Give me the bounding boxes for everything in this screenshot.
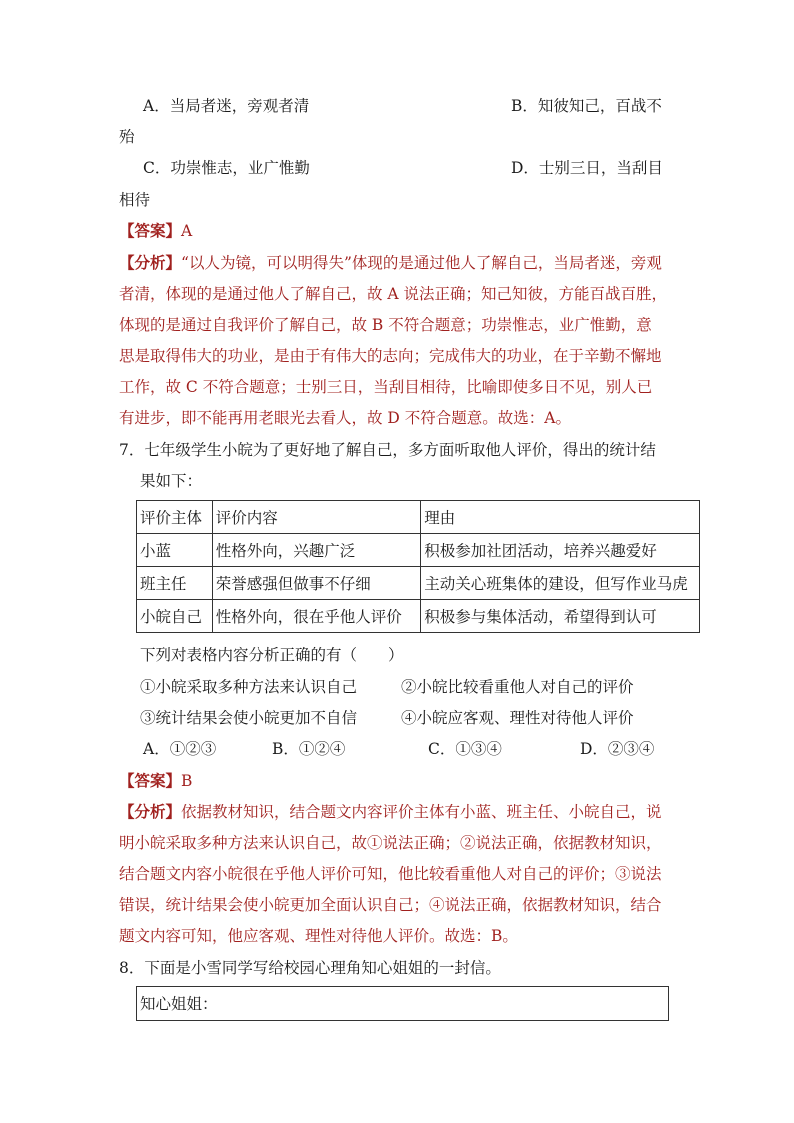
q6-analysis-text-1: “以人为镜，可以明得失”体现的是通过他人了解自己，当局者迷，旁观 [181,254,662,272]
q6-option-b-continuation: 殆 [119,128,135,146]
q6-answer-value: A [181,222,193,240]
q7-answer-line [119,771,192,791]
table-cell: 小皖自己 [137,600,213,633]
q6-analysis-line-2: 者清，体现的是通过他人了解自己，故 A 说法正确；知己知彼，方能百战百胜， [119,285,668,303]
q7-statement-1: ①小皖采取多种方法来认识自己 [140,678,358,696]
q8-stem: 8．下面是小雪同学写给校园心理角知心姐姐的一封信。 [119,959,501,977]
q7-answer-tag: 【答案】 [119,771,182,790]
q7-statement-2: ②小皖比较看重他人对自己的评价 [401,678,634,696]
q6-analysis-tag: 【分析】 [119,253,182,272]
q7-analysis-tag: 【分析】 [119,802,182,821]
q7-question: 下列对表格内容分析正确的有（ ） [140,646,404,664]
q7-statement-3: ③统计结果会使小皖更加不自信 [140,709,358,727]
q6-option-a: A．当局者迷，旁观者清 [143,97,310,115]
q6-option-d: D．士别三日，当刮目 [511,159,663,177]
q7-option-c: C．①③④ [428,740,502,758]
letter-box [136,986,669,1021]
q7-analysis-line-2: 明小皖采取多种方法来认识自己，故①说法正确；②说法正确，依据教材知识， [119,834,662,852]
q6-option-c: C．功崇惟志，业广惟勤 [143,159,310,177]
q7-answer-value: B [181,772,193,790]
q7-stem-line-1: 7．七年级学生小皖为了更好地了解自己，多方面听取他人评价，得出的统计结 [119,441,656,459]
q6-analysis-line-5: 工作，故 C 不符合题意；士别三日，当刮目相待，比喻即使多日不见，别人已 [119,378,653,396]
table-cell: 主动关心班集体的建设，但写作业马虎 [421,567,700,600]
q7-option-b: B．①②④ [272,740,346,758]
q7-statement-4: ④小皖应客观、理性对待他人评价 [401,709,634,727]
q6-analysis-line-1 [119,253,662,273]
table-cell: 小蓝 [137,534,213,567]
q7-analysis-line-1 [119,802,662,822]
table-cell: 积极参加社团活动，培养兴趣爱好 [421,534,700,567]
q7-stem-line-2: 果如下： [140,472,203,490]
table-cell: 荣誉感强但做事不仔细 [212,567,420,600]
q6-analysis-line-3: 体现的是通过自我评价了解自己，故 B 不符合题意；功崇惟志，业广惟勤，意 [119,316,652,334]
table-row [137,567,700,600]
q6-analysis-line-4: 思是取得伟大的功业，是由于有伟大的志向；完成伟大的功业，在于辛勤不懈地 [119,347,662,365]
q6-option-d-continuation: 相待 [119,191,151,209]
q7-option-a: A．①②③ [143,740,217,758]
q7-option-d: D．②③④ [580,740,655,758]
table-cell: 积极参与集体活动，希望得到认可 [421,600,700,633]
q7-analysis-line-4: 错误，统计结果会使小皖更加全面认识自己；④说法正确，依据教材知识，结合 [119,896,662,914]
table-header-row [137,501,700,534]
table-row [137,534,700,567]
letter-salutation: 知心姐姐： [140,995,218,1013]
q7-analysis-line-3: 结合题文内容小皖很在乎他人评价可知，他比较看重他人对自己的评价；③说法 [119,865,662,883]
q7-analysis-line-5: 题文内容可知，他应客观、理性对待他人评价。故选：B。 [119,927,518,945]
table-header-cell: 理由 [421,501,700,534]
table-cell: 性格外向，兴趣广泛 [212,534,420,567]
evaluation-table [136,500,700,633]
table-cell: 班主任 [137,567,213,600]
q6-analysis-line-6: 有进步，即不能再用老眼光去看人，故 D 不符合题意。故选：A。 [119,409,571,427]
table-cell: 性格外向，很在乎他人评价 [212,600,420,633]
q6-answer-tag: 【答案】 [119,221,182,240]
q7-analysis-text-1: 依据教材知识，结合题文内容评价主体有小蓝、班主任、小皖自己，说 [181,803,662,821]
table-row [137,600,700,633]
table-header-cell: 评价内容 [212,501,420,534]
table-header-cell: 评价主体 [137,501,213,534]
q6-option-b: B．知彼知己，百战不 [511,97,662,115]
q6-answer-line [119,221,192,241]
